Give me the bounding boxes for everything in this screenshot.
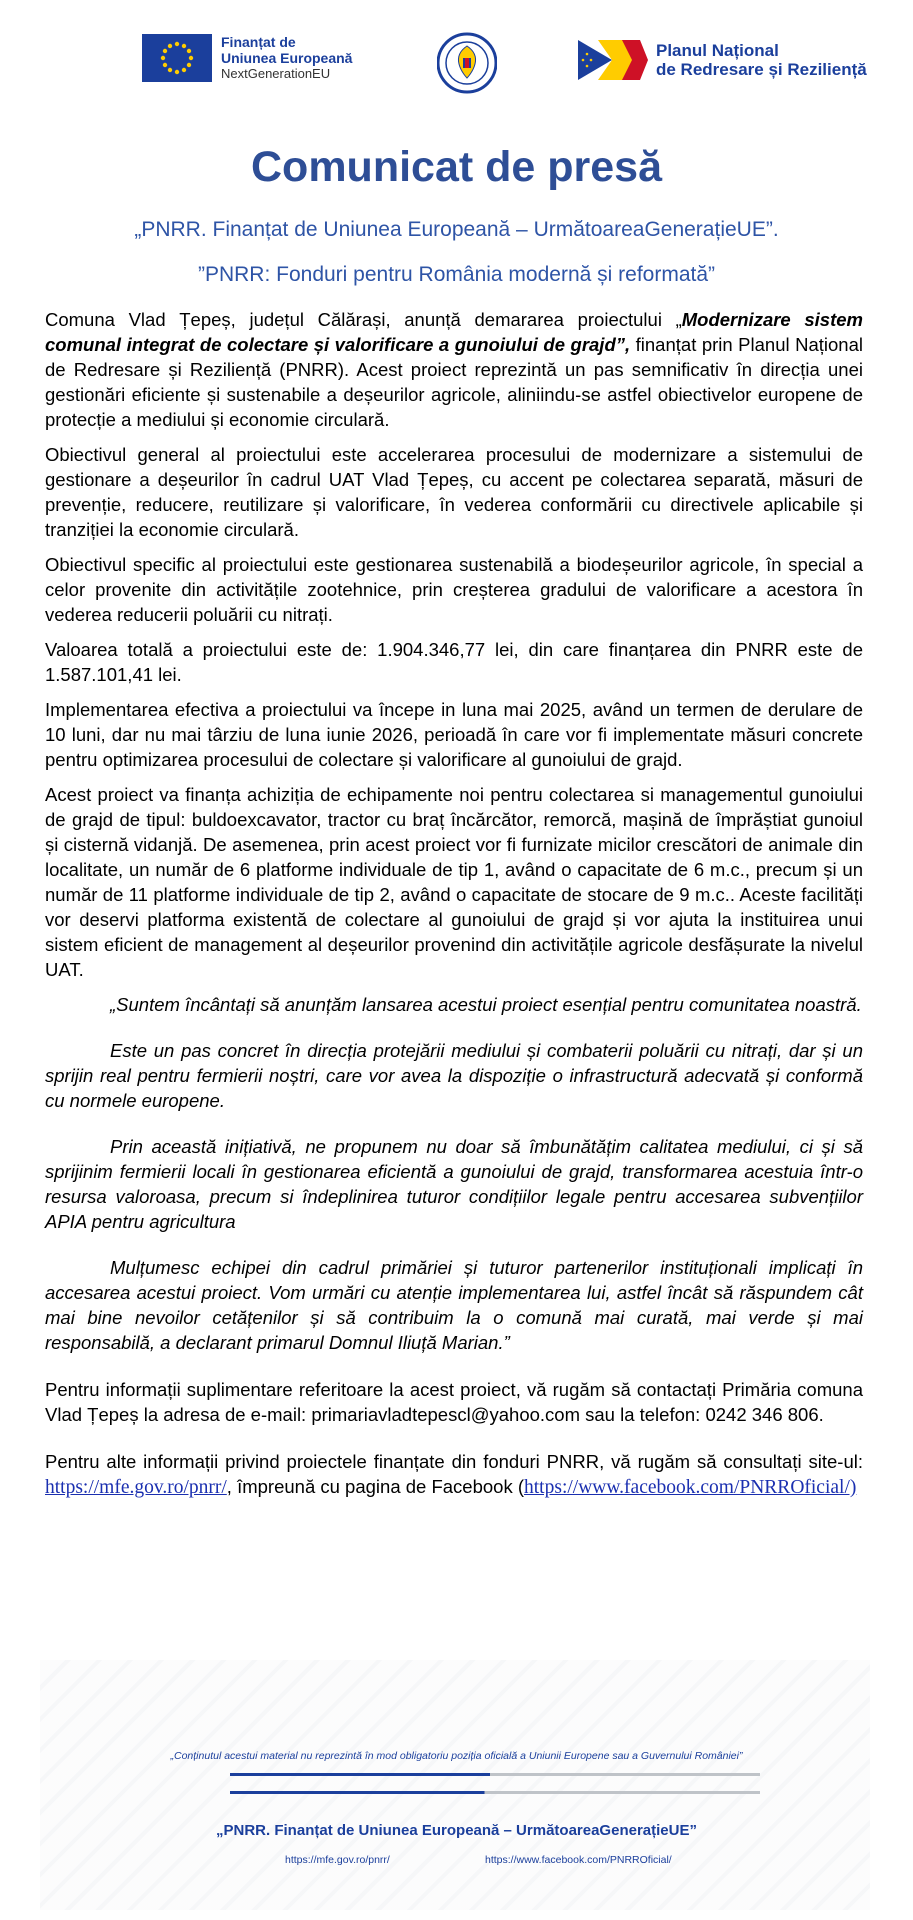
paragraph-equipment: Acest proiect va finanța achiziția de echipamente noi pentru colectarea si managementul gunoiului de grajd de tipul: buldoexcavator, tractor cu braț încărcător, remorcă, mașină de împrăștiat gunoiul și cisternă vidanjă. De asemenea, prin acest proiect vor fi furnizate micilor crescători de animale din localitate, un număr de 6 platforme individuale de tip 1, având o capacitate de 6 m.c., precum și un număr de 11 platforme individuale de tip 2, având o capacitate de stocare de 9 m.c.. Aceste facilități vor deservi platforma existentă de colectare al gunoiului de grajd și vor ajuta la instituirea unui sistem eficient de management al deșeurilor provenind din activitățile agricole desfășurate la nivelul UAT. bbox=[45, 784, 863, 980]
eu-logo-line3: NextGenerationEU bbox=[221, 66, 331, 81]
paragraph-more-info bbox=[45, 1449, 863, 1500]
footer bbox=[0, 1640, 913, 1920]
subtitle-pnrr: „PNRR. Finanțat de Uniunea Europeană – UrmătoareaGenerațieUE”. bbox=[134, 218, 779, 241]
paragraph-contact: Pentru informații suplimentare referitoare la acest proiect, vă rugăm să contactați Primăria comuna Vlad Țepeș la adresa de e-mail: primariavladtepescl@yahoo.com sau la telefon: 0242 346 806. bbox=[45, 1379, 863, 1425]
page-title: Comunicat de presă bbox=[251, 143, 662, 191]
quote-4: Mulțumesc echipei din cadrul primăriei și tuturor partenerilor instituționali implicați în accesarea acestui proiect. Vom urmări cu atenție implementarea lui, astfel încât să răspundem cât mai bine nevoilor cetățenilor și să contribuim la o comună mai curată, mai verde și mai responsabilă, a declarant primarul Domnul Iliuță Marian.” bbox=[45, 1257, 863, 1353]
footer-title: „PNRR. Finanțat de Uniunea Europeană – UrmătoareaGenerațieUE” bbox=[216, 1822, 697, 1839]
facebook-link[interactable]: https://www.facebook.com/PNRROficial/) bbox=[524, 1477, 857, 1498]
intro-end: finanțat prin Planul Național de Redresare și Reziliență (PNRR). Acest proiect reprezintă un pas semnificativ în direcția unei gestionări eficiente și sustenabile a deșeurilor agricole, aliniindu-se astfel obiectivelor europene de protecție a mediului și economie circulară. bbox=[45, 334, 863, 430]
project-name: Modernizare sistem comunal integrat de colectare și valorificare a gunoiului de grajd”, bbox=[45, 309, 863, 355]
mfe-link[interactable]: https://mfe.gov.ro/pnrr/ bbox=[45, 1477, 227, 1498]
pnrr-logo-line2: de Redresare și Reziliență bbox=[656, 60, 867, 79]
quote-1: „Suntem încântați să anunțăm lansarea acestui proiect esențial pentru comunitatea noastră. bbox=[110, 994, 862, 1015]
footer-links bbox=[285, 1854, 745, 1866]
paragraph-value: Valoarea totală a proiectului este de: 1.904.346,77 lei, din care finanțarea din PNRR este de 1.587.101,41 lei. bbox=[45, 639, 863, 685]
eu-logo-line2: Uniunea Europeană bbox=[221, 50, 353, 66]
footer-divider-accent bbox=[230, 1773, 490, 1776]
footer-disclaimer: „Conținutul acestui material nu reprezintă în mod obligatoriu poziția oficială a Uniunii Europene sau a Guvernului României” bbox=[170, 1750, 743, 1762]
paragraph-specific-objective: Obiectivul specific al proiectului este gestionarea sustenabilă a biodeșeurilor agricole, în special a celor provenite din activitățile zootehnice, prin creșterea gradului de valorificare a acestora în vederea reducerii poluării cu nitrați. bbox=[45, 554, 863, 625]
romanian-government-seal-icon bbox=[437, 30, 497, 101]
footer-divider-2 bbox=[230, 1791, 760, 1794]
quote-2: Este un pas concret în direcția protejării mediului și combaterii poluării cu nitrați, dar și un sprijin real pentru fermierii noștri, care vor avea la dispoziție o infrastructură adecvată și conformă cu normele europene. bbox=[45, 1040, 863, 1111]
eu-logo-line1: Finanțat de bbox=[221, 34, 296, 50]
paragraph-intro bbox=[45, 307, 863, 432]
footer-mfe-link[interactable]: https://mfe.gov.ro/pnrr/ bbox=[285, 1854, 390, 1866]
press-release-body bbox=[45, 307, 863, 1510]
more-info-start: Pentru alte informații privind proiectele finanțate din fonduri PNRR, vă rugăm să consultați site-ul: bbox=[45, 1451, 863, 1472]
pnrr-logo-line1: Planul Național bbox=[656, 41, 779, 60]
more-info-mid: , împreună cu pagina de Facebook ( bbox=[226, 1476, 525, 1497]
subtitle-funds: ”PNRR: Fonduri pentru România modernă și reformată” bbox=[197, 263, 716, 286]
pnrr-logo bbox=[578, 40, 867, 80]
footer-watermark bbox=[40, 1660, 870, 1910]
footer-facebook-link[interactable]: https://www.facebook.com/PNRROficial/ bbox=[485, 1854, 672, 1866]
paragraph-implementation: Implementarea efectiva a proiectului va începe in luna mai 2025, având un termen de derulare de 10 luni, dar nu mai târziu de luna iunie 2026, perioadă în care vor fi implementate măsuri concrete pentru optimizarea procesului de colectare și valorificare al gunoiului de grajd. bbox=[45, 699, 863, 770]
eu-flag-icon bbox=[142, 34, 212, 82]
paragraph-general-objective: Obiectivul general al proiectului este accelerarea procesului de modernizare a sistemului de gestionare a deșeurilor în cadrul UAT Vlad Țepeș, cu accent pe colectarea separată, măsuri de prevenție, reducere, reutilizare și valorificare, în vederea conformării cu directivele aplicabile și tranziției la economie circulară. bbox=[45, 444, 863, 540]
quote-3: Prin această inițiativă, ne propunem nu doar să îmbunătățim calitatea mediului, ci și să sprijinim fermierii locali în gestionarea eficientă a gunoiului de grajd, transformarea acestuia într-o resursa valoroasa, precum si îndeplinirea tuturor condițiilor legale pentru accesarea subvențiilor APIA pentru agricultura bbox=[45, 1136, 863, 1232]
eu-funding-logo bbox=[142, 34, 352, 82]
header-logos bbox=[0, 30, 913, 100]
pnrr-flag-icon bbox=[578, 40, 648, 80]
intro-start: Comuna Vlad Țepeș, județul Călărași, anunță demararea proiectului „ bbox=[45, 309, 682, 330]
